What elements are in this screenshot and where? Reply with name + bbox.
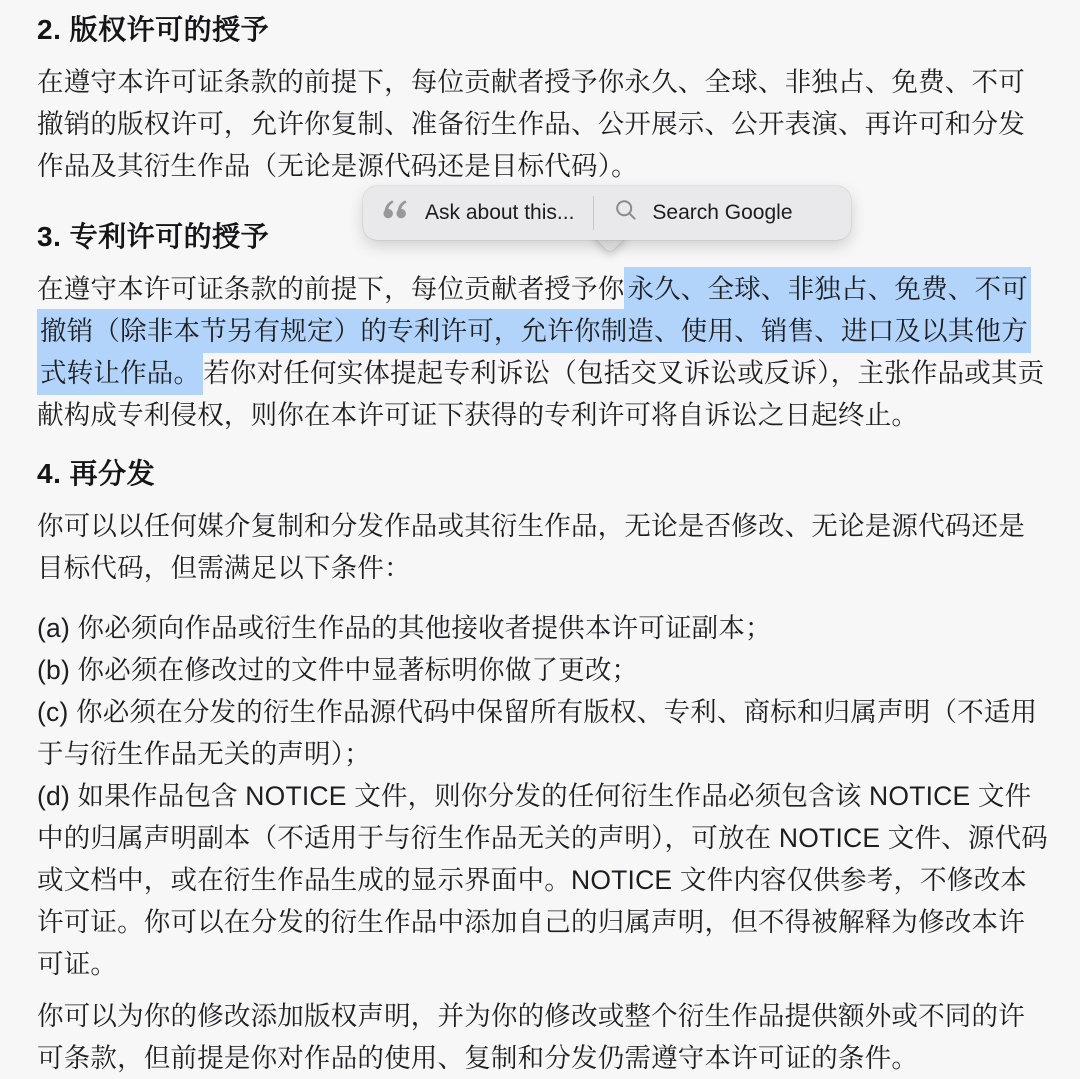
toolbar-body <box>363 186 851 240</box>
magnifier-icon <box>615 199 637 227</box>
condition-a: (a) 你必须向作品或衍生作品的其他接收者提供本许可证副本； <box>37 613 772 643</box>
text-after-selection: 若你对任何实体提起专利诉讼（包括交叉诉讼或反诉），主张作品或其贡献构成专利侵权，则你在本许可证下获得的专利许可将自诉讼之日起终止。 <box>37 358 1045 430</box>
ask-about-this-button[interactable] <box>383 200 574 226</box>
section-3-heading: 3. 专利许可的授予 <box>37 221 270 252</box>
search-google-button[interactable] <box>615 199 792 227</box>
section-3-paragraph <box>37 268 1048 436</box>
toolbar-divider <box>593 196 594 230</box>
text-before-selection: 在遵守本许可证条款的前提下，每位贡献者授予你 <box>37 274 625 304</box>
search-button-label: Search Google <box>652 201 793 224</box>
section-4-intro: 你可以以任何媒介复制和分发作品或其衍生作品，无论是否修改、无论是源代码还是目标代码，但需满足以下条件： <box>37 511 1025 583</box>
quote-icon <box>383 200 409 226</box>
section-4-closing: 你可以为你的修改添加版权声明，并为你的修改或整个衍生作品提供额外或不同的许可条款，但前提是你对作品的使用、复制和分发仍需遵守本许可证的条件。 <box>37 1001 1025 1073</box>
ask-button-label: Ask about this... <box>425 201 575 224</box>
condition-c: (c) 你必须在分发的衍生作品源代码中保留所有版权、专利、商标和归属声明（不适用于与衍生作品无关的声明）； <box>37 697 1038 769</box>
section-4-heading: 4. 再分发 <box>37 458 156 489</box>
redistribution-conditions <box>37 607 1048 985</box>
condition-d: (d) 如果作品包含 NOTICE 文件，则你分发的任何衍生作品必须包含该 NOTICE 文件中的归属声明副本（不适用于与衍生作品无关的声明），可放在 NOTICE 文件、源代码或文档中，或在衍生作品生成的显示界面中。NOTICE 文件内容仅供参考，不修改本许可证。你可以在分发的衍生作品中添加自己的归属声明，但不得被解释为修改本许可证。 <box>37 781 1048 979</box>
selection-toolbar <box>363 186 851 240</box>
condition-b: (b) 你必须在修改过的文件中显著标明你做了更改； <box>37 655 639 685</box>
section-2-heading: 2. 版权许可的授予 <box>37 14 270 45</box>
selected-text[interactable]: 永久、全球、非独占、免费、不可撤销（除非本节另有规定）的专利许可，允许你制造、使用、销售、进口及以其他方式转让作品。 <box>37 267 1031 395</box>
section-2-paragraph: 在遵守本许可证条款的前提下，每位贡献者授予你永久、全球、非独占、免费、不可撤销的版权许可，允许你复制、准备衍生作品、公开展示、公开表演、再许可和分发作品及其衍生作品（无论是源代码还是目标代码）。 <box>37 67 1025 181</box>
